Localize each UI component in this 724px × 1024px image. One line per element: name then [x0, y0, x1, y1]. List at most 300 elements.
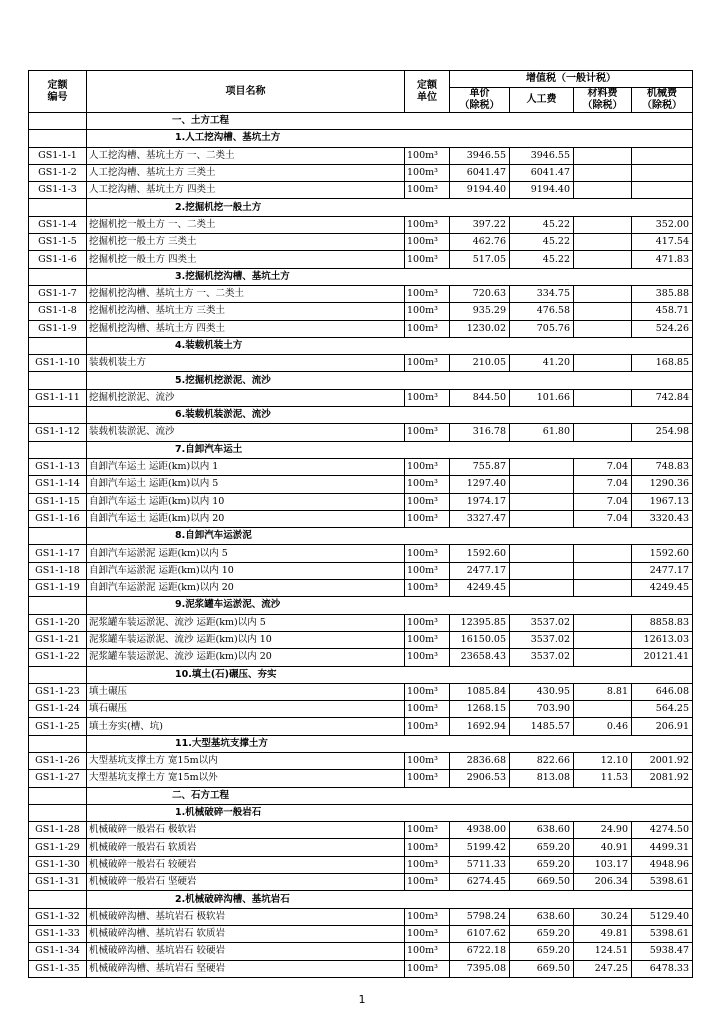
unit-price-cell: 1592.60 — [450, 545, 510, 562]
section-heading-row — [29, 528, 693, 545]
unit-cell: 100m³ — [405, 493, 450, 510]
labor-cost-cell — [510, 562, 574, 579]
unit-price-cell: 9194.40 — [450, 182, 510, 199]
unit-cell: 100m³ — [405, 614, 450, 631]
table-row — [29, 234, 693, 251]
item-name-cell: 机械破碎沟槽、基坑岩石 极软岩 — [87, 908, 405, 925]
quota-code-cell: GS1-1-31 — [29, 874, 87, 891]
section-heading-row — [29, 597, 693, 614]
material-cost-cell — [574, 424, 632, 441]
material-cost-cell — [574, 389, 632, 406]
labor-cost-cell: 669.50 — [510, 960, 574, 977]
unit-price-cell: 4249.45 — [450, 580, 510, 597]
unit-cell: 100m³ — [405, 718, 450, 735]
unit-cell: 100m³ — [405, 458, 450, 475]
table-row — [29, 614, 693, 631]
labor-cost-cell — [510, 580, 574, 597]
unit-cell: 100m³ — [405, 251, 450, 268]
section-heading: 9.泥浆罐车运淤泥、流沙 — [87, 597, 693, 614]
section-heading: 11.大型基坑支撑土方 — [87, 735, 693, 752]
unit-cell: 100m³ — [405, 562, 450, 579]
labor-cost-cell — [510, 458, 574, 475]
labor-cost-cell: 6041.47 — [510, 164, 574, 181]
section-heading-row — [29, 337, 693, 354]
item-name-cell: 填土夯实(槽、坑) — [87, 718, 405, 735]
section-heading: 2.机械破碎沟槽、基坑岩石 — [87, 891, 693, 908]
unit-price-cell: 2906.53 — [450, 770, 510, 787]
quota-code-cell: GS1-1-2 — [29, 164, 87, 181]
table-row — [29, 164, 693, 181]
quota-code-cell: GS1-1-1 — [29, 147, 87, 164]
unit-cell: 100m³ — [405, 925, 450, 942]
item-name-cell: 机械破碎一般岩石 极软岩 — [87, 822, 405, 839]
section-heading-row — [29, 666, 693, 683]
section-heading-row — [29, 441, 693, 458]
table-row — [29, 649, 693, 666]
material-cost-cell — [574, 614, 632, 631]
material-cost-cell: 24.90 — [574, 822, 632, 839]
table-row — [29, 631, 693, 648]
labor-cost-cell: 476.58 — [510, 303, 574, 320]
material-cost-cell: 124.51 — [574, 943, 632, 960]
labor-cost-cell: 101.66 — [510, 389, 574, 406]
item-name-cell: 自卸汽车运淤泥 运距(km)以内 10 — [87, 562, 405, 579]
machine-cost-cell: 385.88 — [632, 285, 693, 302]
material-cost-cell: 11.53 — [574, 770, 632, 787]
unit-price-cell: 755.87 — [450, 458, 510, 475]
quota-code-cell: GS1-1-25 — [29, 718, 87, 735]
labor-cost-cell: 1485.57 — [510, 718, 574, 735]
material-cost-cell — [574, 562, 632, 579]
section-heading-row — [29, 130, 693, 147]
table-row — [29, 943, 693, 960]
header-labor: 人工费 — [510, 88, 574, 113]
unit-cell: 100m³ — [405, 303, 450, 320]
chapter-heading-row — [29, 787, 693, 804]
unit-price-cell: 6041.47 — [450, 164, 510, 181]
labor-cost-cell: 430.95 — [510, 683, 574, 700]
unit-cell: 100m³ — [405, 476, 450, 493]
table-row — [29, 822, 693, 839]
quota-code-cell: GS1-1-17 — [29, 545, 87, 562]
material-cost-cell — [574, 355, 632, 372]
unit-price-cell: 935.29 — [450, 303, 510, 320]
quota-code-cell: GS1-1-33 — [29, 925, 87, 942]
unit-cell: 100m³ — [405, 355, 450, 372]
item-name-cell: 机械破碎沟槽、基坑岩石 软质岩 — [87, 925, 405, 942]
section-heading-row — [29, 268, 693, 285]
quota-code-cell: GS1-1-10 — [29, 355, 87, 372]
table-row — [29, 683, 693, 700]
material-cost-cell: 0.46 — [574, 718, 632, 735]
material-cost-cell — [574, 285, 632, 302]
material-cost-cell — [574, 147, 632, 164]
unit-cell: 100m³ — [405, 320, 450, 337]
machine-cost-cell: 8858.83 — [632, 614, 693, 631]
machine-cost-cell: 6478.33 — [632, 960, 693, 977]
labor-cost-cell: 9194.40 — [510, 182, 574, 199]
quota-code-cell: GS1-1-12 — [29, 424, 87, 441]
chapter-heading-row — [29, 113, 693, 130]
heading-code-blank — [29, 407, 87, 424]
quota-code-cell: GS1-1-9 — [29, 320, 87, 337]
header-code: 定额 编号 — [29, 71, 87, 113]
material-cost-cell — [574, 580, 632, 597]
item-name-cell: 泥浆罐车装运淤泥、流沙 运距(km)以内 5 — [87, 614, 405, 631]
item-name-cell: 装载机装土方 — [87, 355, 405, 372]
unit-cell: 100m³ — [405, 701, 450, 718]
unit-price-cell: 6274.45 — [450, 874, 510, 891]
item-name-cell: 机械破碎一般岩石 较硬岩 — [87, 856, 405, 873]
labor-cost-cell: 638.60 — [510, 908, 574, 925]
item-name-cell: 自卸汽车运淤泥 运距(km)以内 20 — [87, 580, 405, 597]
unit-price-cell: 5798.24 — [450, 908, 510, 925]
unit-cell: 100m³ — [405, 285, 450, 302]
machine-cost-cell: 2477.17 — [632, 562, 693, 579]
table-body — [29, 113, 693, 978]
page-number: 1 — [358, 993, 366, 1006]
unit-price-cell: 1268.15 — [450, 701, 510, 718]
machine-cost-cell — [632, 182, 693, 199]
unit-price-cell: 720.63 — [450, 285, 510, 302]
labor-cost-cell: 45.22 — [510, 234, 574, 251]
quota-code-cell: GS1-1-21 — [29, 631, 87, 648]
heading-code-blank — [29, 666, 87, 683]
unit-cell: 100m³ — [405, 147, 450, 164]
unit-price-cell: 1297.40 — [450, 476, 510, 493]
quota-code-cell: GS1-1-5 — [29, 234, 87, 251]
table-row — [29, 147, 693, 164]
quota-code-cell: GS1-1-20 — [29, 614, 87, 631]
unit-cell: 100m³ — [405, 234, 450, 251]
quota-code-cell: GS1-1-23 — [29, 683, 87, 700]
section-heading: 8.自卸汽车运淤泥 — [87, 528, 693, 545]
machine-cost-cell: 646.08 — [632, 683, 693, 700]
material-cost-cell — [574, 649, 632, 666]
quota-code-cell: GS1-1-29 — [29, 839, 87, 856]
labor-cost-cell — [510, 545, 574, 562]
unit-cell: 100m³ — [405, 580, 450, 597]
material-cost-cell — [574, 216, 632, 233]
item-name-cell: 挖掘机挖沟槽、基坑土方 一、二类土 — [87, 285, 405, 302]
unit-cell: 100m³ — [405, 389, 450, 406]
machine-cost-cell: 1967.13 — [632, 493, 693, 510]
table-row — [29, 874, 693, 891]
section-heading-row — [29, 372, 693, 389]
labor-cost-cell: 41.20 — [510, 355, 574, 372]
table-row — [29, 856, 693, 873]
machine-cost-cell: 352.00 — [632, 216, 693, 233]
quota-code-cell: GS1-1-7 — [29, 285, 87, 302]
machine-cost-cell: 5938.47 — [632, 943, 693, 960]
heading-code-blank — [29, 597, 87, 614]
machine-cost-cell: 5129.40 — [632, 908, 693, 925]
machine-cost-cell: 12613.03 — [632, 631, 693, 648]
table-row — [29, 960, 693, 977]
unit-price-cell: 2836.68 — [450, 752, 510, 769]
heading-code-blank — [29, 268, 87, 285]
labor-cost-cell: 638.60 — [510, 822, 574, 839]
quota-code-cell: GS1-1-19 — [29, 580, 87, 597]
unit-price-cell: 23658.43 — [450, 649, 510, 666]
material-cost-cell: 40.91 — [574, 839, 632, 856]
heading-code-blank — [29, 528, 87, 545]
item-name-cell: 自卸汽车运土 运距(km)以内 1 — [87, 458, 405, 475]
section-heading: 6.装载机装淤泥、流沙 — [87, 407, 693, 424]
labor-cost-cell: 3537.02 — [510, 614, 574, 631]
table-row — [29, 770, 693, 787]
item-name-cell: 人工挖沟槽、基坑土方 一、二类土 — [87, 147, 405, 164]
table-row — [29, 701, 693, 718]
material-cost-cell: 7.04 — [574, 458, 632, 475]
unit-cell: 100m³ — [405, 216, 450, 233]
machine-cost-cell: 5398.61 — [632, 874, 693, 891]
item-name-cell: 人工挖沟槽、基坑土方 三类土 — [87, 164, 405, 181]
heading-code-blank — [29, 787, 87, 804]
unit-price-cell: 12395.85 — [450, 614, 510, 631]
table-row — [29, 908, 693, 925]
item-name-cell: 挖掘机挖沟槽、基坑土方 三类土 — [87, 303, 405, 320]
unit-price-cell: 316.78 — [450, 424, 510, 441]
section-heading-row — [29, 735, 693, 752]
table-row — [29, 752, 693, 769]
heading-code-blank — [29, 113, 87, 130]
unit-price-cell: 6722.18 — [450, 943, 510, 960]
quota-code-cell: GS1-1-30 — [29, 856, 87, 873]
machine-cost-cell: 206.91 — [632, 718, 693, 735]
machine-cost-cell: 168.85 — [632, 355, 693, 372]
labor-cost-cell: 669.50 — [510, 874, 574, 891]
labor-cost-cell: 3537.02 — [510, 631, 574, 648]
unit-price-cell: 3327.47 — [450, 510, 510, 527]
unit-cell: 100m³ — [405, 649, 450, 666]
quota-code-cell: GS1-1-22 — [29, 649, 87, 666]
machine-cost-cell: 254.98 — [632, 424, 693, 441]
labor-cost-cell: 45.22 — [510, 216, 574, 233]
chapter-heading: 一、土方工程 — [87, 113, 693, 130]
quota-code-cell: GS1-1-18 — [29, 562, 87, 579]
unit-price-cell: 1085.84 — [450, 683, 510, 700]
unit-cell: 100m³ — [405, 908, 450, 925]
quota-table — [28, 70, 693, 978]
unit-price-cell: 4938.00 — [450, 822, 510, 839]
labor-cost-cell: 45.22 — [510, 251, 574, 268]
heading-code-blank — [29, 337, 87, 354]
item-name-cell: 自卸汽车运土 运距(km)以内 5 — [87, 476, 405, 493]
section-heading: 1.人工挖沟槽、基坑土方 — [87, 130, 693, 147]
labor-cost-cell — [510, 476, 574, 493]
machine-cost-cell: 4948.96 — [632, 856, 693, 873]
heading-code-blank — [29, 891, 87, 908]
unit-cell: 100m³ — [405, 856, 450, 873]
table-row — [29, 545, 693, 562]
quota-code-cell: GS1-1-6 — [29, 251, 87, 268]
item-name-cell: 自卸汽车运土 运距(km)以内 10 — [87, 493, 405, 510]
heading-code-blank — [29, 735, 87, 752]
unit-cell: 100m³ — [405, 631, 450, 648]
chapter-heading: 二、石方工程 — [87, 787, 693, 804]
item-name-cell: 大型基坑支撑土方 宽15m以内 — [87, 752, 405, 769]
table-row — [29, 251, 693, 268]
material-cost-cell — [574, 303, 632, 320]
item-name-cell: 装载机装淤泥、流沙 — [87, 424, 405, 441]
table-row — [29, 493, 693, 510]
table-header — [29, 71, 693, 113]
labor-cost-cell — [510, 493, 574, 510]
table-row — [29, 925, 693, 942]
unit-price-cell: 5711.33 — [450, 856, 510, 873]
machine-cost-cell: 458.71 — [632, 303, 693, 320]
unit-price-cell: 462.76 — [450, 234, 510, 251]
machine-cost-cell: 4274.50 — [632, 822, 693, 839]
quota-code-cell: GS1-1-27 — [29, 770, 87, 787]
heading-code-blank — [29, 441, 87, 458]
labor-cost-cell — [510, 510, 574, 527]
heading-code-blank — [29, 804, 87, 821]
table-row — [29, 182, 693, 199]
material-cost-cell: 206.34 — [574, 874, 632, 891]
material-cost-cell: 7.04 — [574, 510, 632, 527]
material-cost-cell: 7.04 — [574, 476, 632, 493]
material-cost-cell: 30.24 — [574, 908, 632, 925]
unit-cell: 100m³ — [405, 424, 450, 441]
material-cost-cell — [574, 164, 632, 181]
table-row — [29, 458, 693, 475]
item-name-cell: 机械破碎一般岩石 软质岩 — [87, 839, 405, 856]
labor-cost-cell: 659.20 — [510, 925, 574, 942]
item-name-cell: 泥浆罐车装运淤泥、流沙 运距(km)以内 20 — [87, 649, 405, 666]
section-heading-row — [29, 199, 693, 216]
quota-code-cell: GS1-1-26 — [29, 752, 87, 769]
section-heading: 1.机械破碎一般岩石 — [87, 804, 693, 821]
unit-price-cell: 5199.42 — [450, 839, 510, 856]
machine-cost-cell: 748.83 — [632, 458, 693, 475]
unit-cell: 100m³ — [405, 839, 450, 856]
section-heading-row — [29, 407, 693, 424]
unit-cell: 100m³ — [405, 182, 450, 199]
table-row — [29, 580, 693, 597]
header-unit: 定额 单位 — [405, 71, 450, 113]
material-cost-cell: 247.25 — [574, 960, 632, 977]
item-name-cell: 填土碾压 — [87, 683, 405, 700]
unit-price-cell: 1692.94 — [450, 718, 510, 735]
machine-cost-cell: 20121.41 — [632, 649, 693, 666]
labor-cost-cell: 659.20 — [510, 943, 574, 960]
table-row — [29, 839, 693, 856]
machine-cost-cell: 417.54 — [632, 234, 693, 251]
material-cost-cell: 8.81 — [574, 683, 632, 700]
unit-cell: 100m³ — [405, 960, 450, 977]
table-row — [29, 476, 693, 493]
table-row — [29, 355, 693, 372]
material-cost-cell — [574, 631, 632, 648]
item-name-cell: 机械破碎沟槽、基坑岩石 坚硬岩 — [87, 960, 405, 977]
machine-cost-cell: 1290.36 — [632, 476, 693, 493]
header-material: 材料费 （除税） — [574, 88, 632, 113]
quota-code-cell: GS1-1-34 — [29, 943, 87, 960]
machine-cost-cell: 3320.43 — [632, 510, 693, 527]
item-name-cell: 挖掘机挖沟槽、基坑土方 四类土 — [87, 320, 405, 337]
labor-cost-cell: 822.66 — [510, 752, 574, 769]
unit-price-cell: 517.05 — [450, 251, 510, 268]
material-cost-cell — [574, 182, 632, 199]
unit-cell: 100m³ — [405, 943, 450, 960]
machine-cost-cell: 5398.61 — [632, 925, 693, 942]
machine-cost-cell: 471.83 — [632, 251, 693, 268]
material-cost-cell — [574, 320, 632, 337]
machine-cost-cell: 4249.45 — [632, 580, 693, 597]
machine-cost-cell: 4499.31 — [632, 839, 693, 856]
section-heading-row — [29, 804, 693, 821]
table-row — [29, 389, 693, 406]
labor-cost-cell: 61.80 — [510, 424, 574, 441]
machine-cost-cell: 564.25 — [632, 701, 693, 718]
unit-cell: 100m³ — [405, 545, 450, 562]
machine-cost-cell: 2001.92 — [632, 752, 693, 769]
material-cost-cell: 49.81 — [574, 925, 632, 942]
section-heading-row — [29, 891, 693, 908]
quota-code-cell: GS1-1-13 — [29, 458, 87, 475]
item-name-cell: 机械破碎沟槽、基坑岩石 较硬岩 — [87, 943, 405, 960]
quota-code-cell: GS1-1-32 — [29, 908, 87, 925]
unit-cell: 100m³ — [405, 770, 450, 787]
machine-cost-cell — [632, 147, 693, 164]
machine-cost-cell — [632, 164, 693, 181]
section-heading: 2.挖掘机挖一般土方 — [87, 199, 693, 216]
item-name-cell: 人工挖沟槽、基坑土方 四类土 — [87, 182, 405, 199]
quota-code-cell: GS1-1-3 — [29, 182, 87, 199]
unit-price-cell: 1974.17 — [450, 493, 510, 510]
item-name-cell: 泥浆罐车装运淤泥、流沙 运距(km)以内 10 — [87, 631, 405, 648]
unit-cell: 100m³ — [405, 822, 450, 839]
labor-cost-cell: 703.90 — [510, 701, 574, 718]
labor-cost-cell: 3946.55 — [510, 147, 574, 164]
quota-code-cell: GS1-1-14 — [29, 476, 87, 493]
item-name-cell: 挖掘机挖一般土方 三类土 — [87, 234, 405, 251]
unit-price-cell: 16150.05 — [450, 631, 510, 648]
machine-cost-cell: 1592.60 — [632, 545, 693, 562]
quota-code-cell: GS1-1-28 — [29, 822, 87, 839]
material-cost-cell — [574, 251, 632, 268]
heading-code-blank — [29, 199, 87, 216]
machine-cost-cell: 2081.92 — [632, 770, 693, 787]
quota-code-cell: GS1-1-16 — [29, 510, 87, 527]
unit-cell: 100m³ — [405, 874, 450, 891]
unit-price-cell: 7395.08 — [450, 960, 510, 977]
unit-cell: 100m³ — [405, 752, 450, 769]
labor-cost-cell: 813.08 — [510, 770, 574, 787]
unit-price-cell: 3946.55 — [450, 147, 510, 164]
quota-code-cell: GS1-1-15 — [29, 493, 87, 510]
labor-cost-cell: 3537.02 — [510, 649, 574, 666]
quota-code-cell: GS1-1-11 — [29, 389, 87, 406]
material-cost-cell — [574, 234, 632, 251]
heading-code-blank — [29, 372, 87, 389]
header-vat-group: 增值税（一般计税） — [450, 71, 693, 88]
table-row — [29, 562, 693, 579]
labor-cost-cell: 705.76 — [510, 320, 574, 337]
section-heading: 4.装载机装土方 — [87, 337, 693, 354]
header-name: 项目名称 — [87, 71, 405, 113]
item-name-cell: 挖掘机挖淤泥、流沙 — [87, 389, 405, 406]
machine-cost-cell: 524.26 — [632, 320, 693, 337]
unit-price-cell: 2477.17 — [450, 562, 510, 579]
labor-cost-cell: 334.75 — [510, 285, 574, 302]
table-row — [29, 718, 693, 735]
quota-code-cell: GS1-1-24 — [29, 701, 87, 718]
item-name-cell: 自卸汽车运土 运距(km)以内 20 — [87, 510, 405, 527]
unit-price-cell: 6107.62 — [450, 925, 510, 942]
